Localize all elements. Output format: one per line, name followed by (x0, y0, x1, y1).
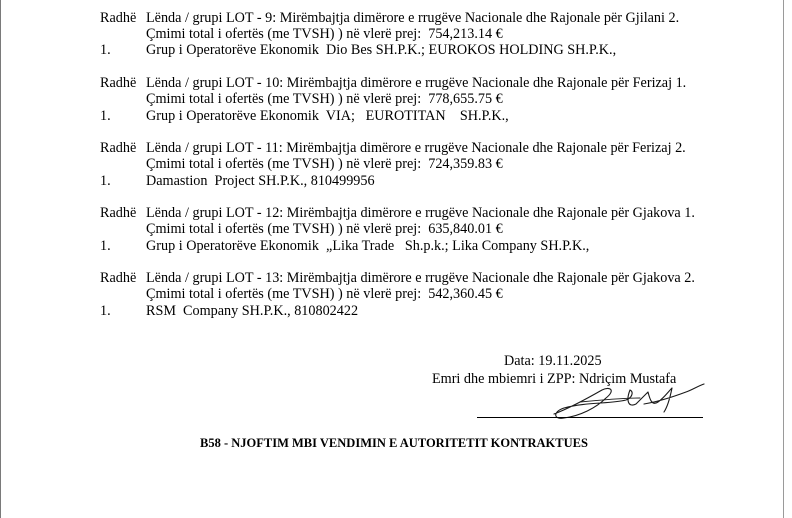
operator-name: RSM Company SH.P.K., 810802422 (146, 303, 359, 319)
lot-price: Çmimi total i ofertës (me TVSH) ) në vlerë prej: 754,213.14 € (146, 26, 503, 42)
form-title: B58 - NJOFTIM MBI VENDIMIN E AUTORITETIT KONTRAKTUES (200, 436, 588, 450)
rank-label: Radhë (100, 205, 137, 221)
rank-label: Radhë (100, 270, 137, 286)
lot-price: Çmimi total i ofertës (me TVSH) ) në vlerë prej: 778,655.75 € (146, 91, 503, 107)
handwritten-signature (540, 378, 710, 428)
page-right-edge (783, 0, 784, 518)
rank-number: 1. (100, 173, 111, 189)
rank-label: Radhë (100, 75, 137, 91)
lot-title: Lënda / grupi LOT - 12: Mirëmbajtja dimërore e rrugëve Nacionale dhe Rajonale për Gjakova 1. (146, 205, 695, 221)
lot-price: Çmimi total i ofertës (me TVSH) ) në vlerë prej: 542,360.45 € (146, 286, 503, 302)
lot-title: Lënda / grupi LOT - 10: Mirëmbajtja dimërore e rrugëve Nacionale dhe Rajonale për Ferizaj 1. (146, 75, 687, 91)
lot-price: Çmimi total i ofertës (me TVSH) ) në vlerë prej: 724,359.83 € (146, 156, 503, 172)
rank-number: 1. (100, 303, 111, 319)
lot-price: Çmimi total i ofertës (me TVSH) ) në vlerë prej: 635,840.01 € (146, 221, 503, 237)
rank-number: 1. (100, 108, 111, 124)
signature-date: Data: 19.11.2025 (504, 353, 602, 369)
procurement-officer-name: Emri dhe mbiemri i ZPP: Ndriçim Mustafa (432, 371, 677, 387)
lot-title: Lënda / grupi LOT - 9: Mirëmbajtja dimërore e rrugëve Nacionale dhe Rajonale për Gjilani 2. (146, 10, 680, 26)
signature-line (477, 417, 703, 418)
operator-name: Grup i Operatorëve Ekonomik Dio Bes SH.P.K.; EUROKOS HOLDING SH.P.K., (146, 42, 617, 58)
rank-label: Radhë (100, 10, 137, 26)
operator-name: Grup i Operatorëve Ekonomik „Lika Trade Sh.p.k.; Lika Company SH.P.K., (146, 238, 590, 254)
lot-title: Lënda / grupi LOT - 11: Mirëmbajtja dimërore e rrugëve Nacionale dhe Rajonale për Ferizaj 2. (146, 140, 686, 156)
page-left-edge (0, 0, 1, 518)
rank-label: Radhë (100, 140, 137, 156)
lot-title: Lënda / grupi LOT - 13: Mirëmbajtja dimërore e rrugëve Nacionale dhe Rajonale për Gjakova 2. (146, 270, 695, 286)
operator-name: Damastion Project SH.P.K., 810499956 (146, 173, 375, 189)
rank-number: 1. (100, 238, 111, 254)
operator-name: Grup i Operatorëve Ekonomik VIA; EUROTITAN SH.P.K., (146, 108, 509, 124)
rank-number: 1. (100, 42, 111, 58)
